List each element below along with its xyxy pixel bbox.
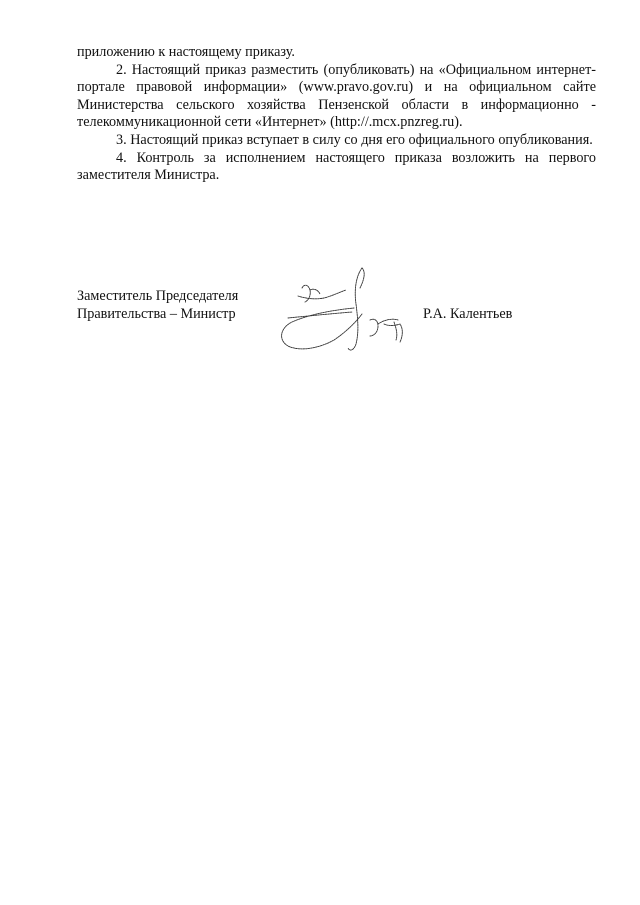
signature-graphic — [274, 262, 419, 362]
paragraph-3-effective-date: 3. Настоящий приказ вступает в силу со дня его официального опубликования. — [116, 131, 593, 148]
signatory-position-line-2: Правительства – Министр — [77, 306, 236, 322]
document-body — [77, 44, 596, 185]
paragraph-2-publication: 2. Настоящий приказ разместить (опубликовать) на «Официальном интернет-портале правовой информации» (www.pravo.gov.ru) и на официальном сайте Министерства сельского хозяйства Пензенской области в информационно - телекоммуникационной сети «Интернет» (http://.mcx.pnzreg.ru). — [77, 61, 596, 131]
signatory-position-line-1: Заместитель Председателя — [77, 288, 239, 304]
handwritten-signature-icon — [274, 262, 419, 362]
paragraph-4-control: 4. Контроль за исполнением настоящего приказа возложить на первого заместителя Министра. — [77, 149, 596, 184]
paragraph-continuation: приложению к настоящему приказу. — [77, 44, 295, 60]
signatory-name: Р.А. Калентьев — [423, 306, 513, 322]
signatory-position — [77, 287, 238, 323]
